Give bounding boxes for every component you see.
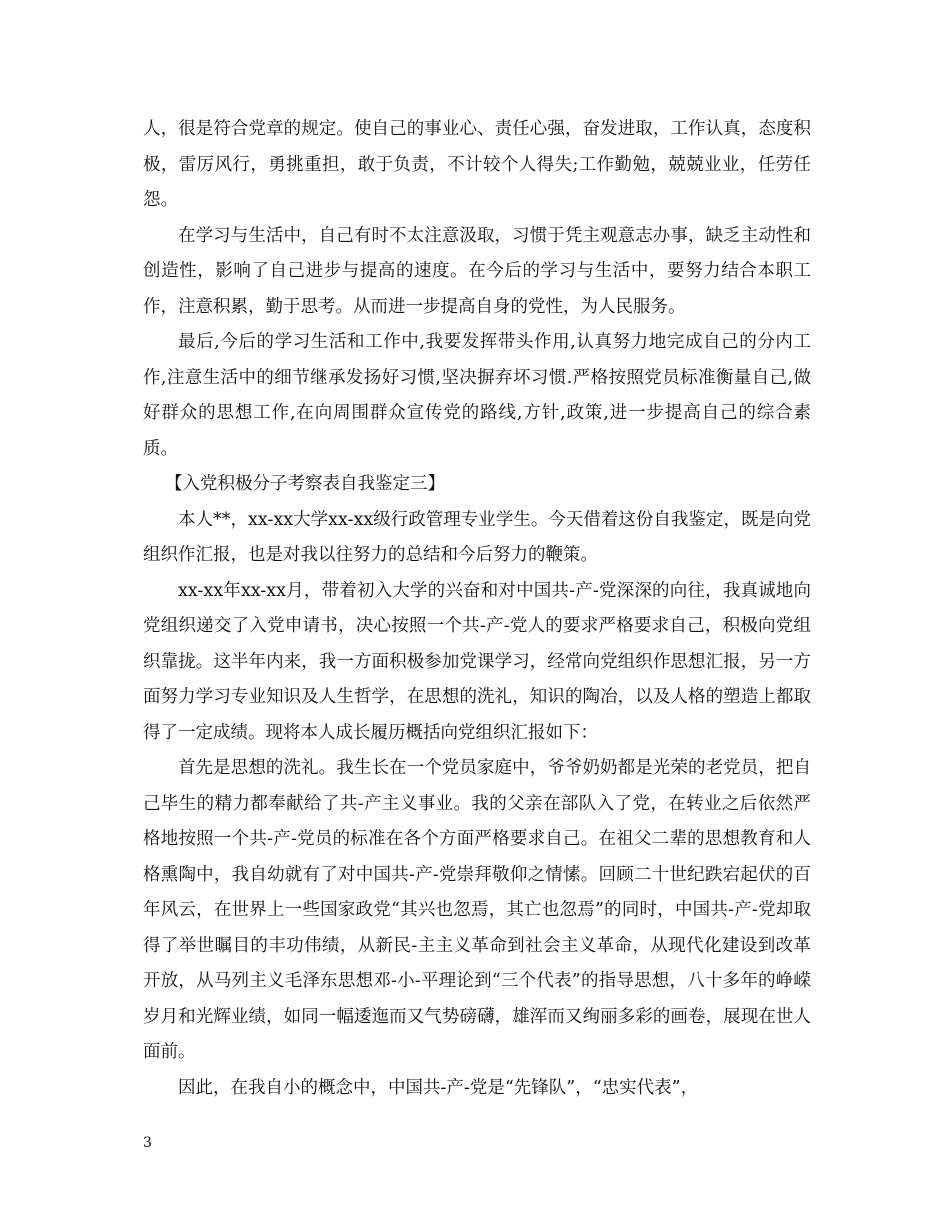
section-heading: 【入党积极分子考察表自我鉴定三】 — [165, 474, 445, 494]
paragraph-intro: 本人**，xx-xx大学xx-xx级行政管理专业学生。今天借着这份自我鉴定，既是向党组织作汇报，也是对我以往努力的总结和今后努力的鞭策。 — [143, 509, 811, 565]
paragraph-continuation: 人，很是符合党章的规定。使自己的事业心、责任心强，奋发进取，工作认真，态度积极，雷厉风行，勇挑重担，敢于负责，不计较个人得失;工作勤勉，兢兢业业，任劳任怨。 — [143, 119, 811, 210]
paragraph-thought: 首先是思想的洗礼。我生长在一个党员家庭中，爷爷奶奶都是光荣的老党员，把自己毕生的精力都奉献给了共-产主义事业。我的父亲在部队入了党，在转业之后依然严格地按照一个共-产-党员的标准在各个方面严格要求自己。在祖父二辈的思想教育和人格熏陶中，我自幼就有了对中国共-产-党崇拜敬仰之情愫。回顾二十世纪跌宕起伏的百年风云，在世界上一些国家政党“其兴也忽焉，其亡也忽焉”的同时，中国共-产-党却取得了举世瞩目的丰功伟绩，从新民-主主义革命到社会主义革命，从现代化建设到改革开放，从马列主义毛泽东思想邓-小-平理论到“三个代表”的指导思想，八十多年的峥嵘岁月和光辉业绩，如同一幅逶迤而又气势磅礴，雄浑而又绚丽多彩的画卷，展现在世人面前。 — [143, 758, 811, 1062]
paragraph-study-life: 在学习与生活中，自己有时不太注意汲取，习惯于凭主观意志办事，缺乏主动性和创造性，影响了自己进步与提高的速度。在今后的学习与生活中，要努力结合本职工作，注意积累，勤于思考。从而进一步提高自身的党性，为人民服务。 — [143, 225, 811, 317]
page-number: 3 — [143, 1135, 152, 1151]
paragraph-finally: 最后,今后的学习生活和工作中,我要发挥带头作用,认真努力地完成自己的分内工作,注意生活中的细节继承发扬好习惯,坚决摒弃坏习惯.严格按照党员标准衡量自己,做好群众的思想工作,在向周围群众宣传党的路线,方针,政策,进一步提高自己的综合素质。 — [143, 332, 811, 459]
paragraph-therefore: 因此，在我自小的概念中，中国共-产-党是“先锋队”，“忠实代表”， — [178, 1077, 699, 1098]
paragraph-application: xx-xx年xx-xx月，带着初入大学的兴奋和对中国共-产-党深深的向往，我真诚地向党组织递交了入党申请书，决心按照一个共-产-党人的要求严格要求自己，积极向党组织靠拢。这半年内来，我一方面积极参加党课学习，经常向党组织作思想汇报，另一方面努力学习专业知识及人生哲学，在思想的洗礼，知识的陶冶，以及人格的塑造上都取得了一定成绩。现将本人成长履历概括向党组织汇报如下： — [143, 580, 811, 743]
document-body — [143, 112, 811, 1106]
